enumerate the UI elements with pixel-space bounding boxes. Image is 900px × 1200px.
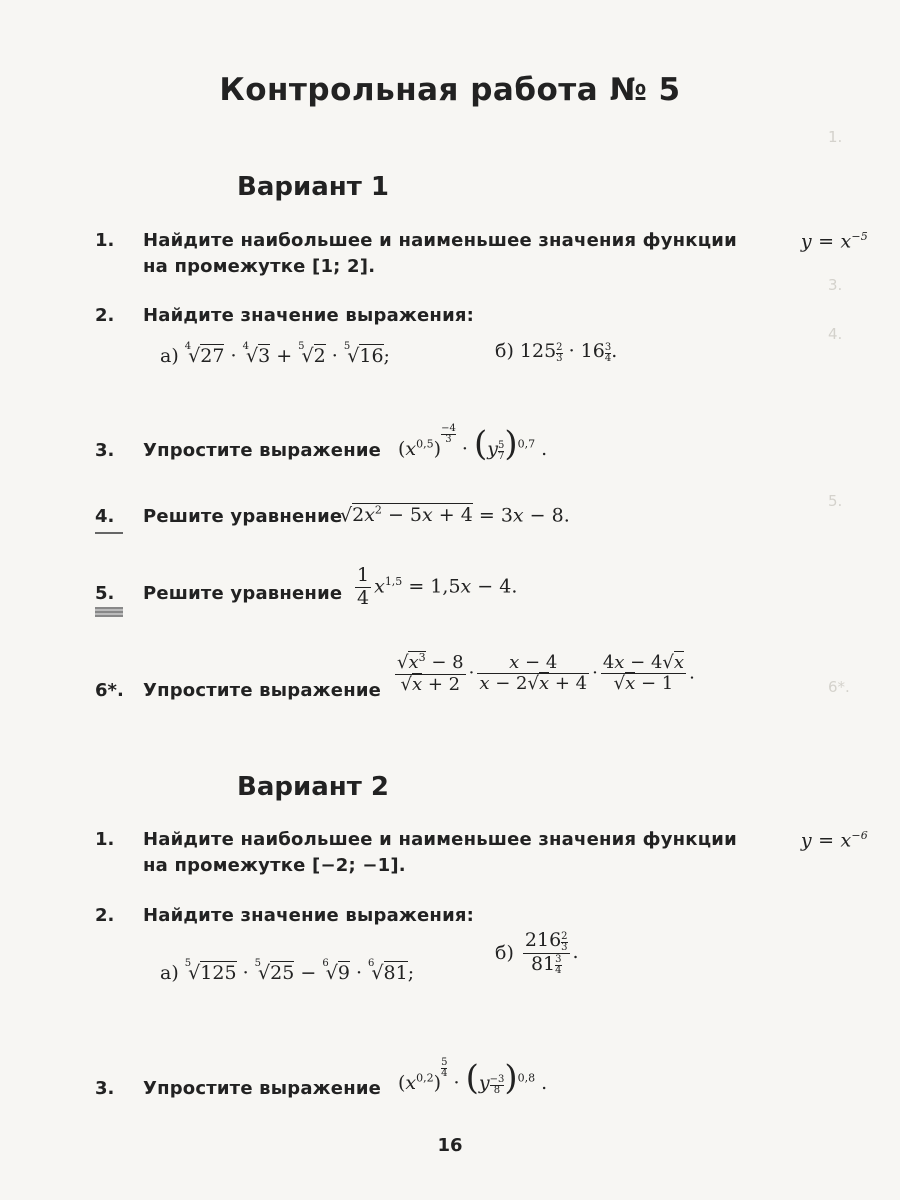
page-number: 16 bbox=[437, 1135, 463, 1156]
task-number: 5. bbox=[95, 583, 115, 604]
task-number: 4. bbox=[95, 506, 115, 527]
expression-a: а) $^5$√125 · $^5$√25 − $^6$√9 · $^6$√81; bbox=[160, 958, 415, 984]
task-text-line2: на промежутке [−2; −1]. bbox=[143, 855, 406, 876]
task-prompt: Найдите наибольшее и наименьшее значения функции bbox=[143, 829, 737, 850]
task-prompt: Найдите значение выражения: bbox=[143, 905, 475, 926]
task-prompt: Найдите значение выражения: bbox=[143, 305, 475, 326]
task-prompt: Найдите наибольшее и наименьшее значения функции bbox=[143, 230, 737, 251]
expression: $(x^{0,2})$ $\frac{5}{4}$ · (y $\frac{-3}{8}$ )$^{0,8}$ . bbox=[398, 1057, 548, 1098]
bleed-through-number: 1. bbox=[828, 128, 843, 146]
expression-a: а) $^4$√27 · $^4$√3 + $^5$√2 · $^5$√16; bbox=[160, 341, 390, 367]
task-text bbox=[143, 829, 868, 851]
highlight-mark bbox=[95, 607, 123, 617]
task-prompt: Упростите выражение bbox=[143, 440, 382, 461]
equation: $√2x^2 - 5x + 4 = 3x - 8$. bbox=[340, 504, 570, 527]
variant-2-heading: Вариант 2 bbox=[237, 772, 389, 802]
page-title: Контрольная работа № 5 bbox=[219, 72, 681, 108]
option-label: а) bbox=[160, 345, 179, 367]
function-expression: $y = x^{-6}$ bbox=[800, 829, 868, 852]
option-label: б) bbox=[495, 942, 514, 965]
task-number: 1. bbox=[95, 829, 115, 850]
task-text-line2: на промежутке [1; 2]. bbox=[143, 256, 376, 277]
task-number: 1. bbox=[95, 230, 115, 251]
task-prompt: Упростите выражение bbox=[143, 1078, 382, 1099]
function-expression: $y = x^{-5}$ bbox=[800, 230, 868, 253]
bleed-through-number: 3. bbox=[828, 276, 843, 294]
expression-b: б) 125 $\frac{2}{3}$ · 16 $\frac{3}{4}$ . bbox=[495, 340, 618, 364]
task-number: 3. bbox=[95, 1078, 115, 1099]
task-number: 3. bbox=[95, 440, 115, 461]
underline-mark bbox=[95, 532, 123, 534]
task-prompt: Упростите выражение bbox=[143, 680, 382, 701]
task-number: 2. bbox=[95, 305, 115, 326]
expression: $\frac{√x^3 - 8}{√x + 2}$ · $\frac{x - 4}{x - 2√x + 4}$ · $\frac{4x - 4√x}{√x - 1}$ . bbox=[397, 651, 695, 695]
bleed-through-number: 5. bbox=[828, 492, 843, 510]
task-prompt: Решите уравнение bbox=[143, 506, 343, 527]
task-text bbox=[143, 230, 868, 252]
bleed-through-number: 6*. bbox=[828, 678, 850, 696]
expression: $(x^{0,5})$ $\frac{-4}{3}$ · (y $\frac{5}{7}$ )$^{0,7}$ . bbox=[398, 423, 548, 464]
expression-b: б) 216 $\frac{2}{3}$ 81 $\frac{3}{4}$ . bbox=[495, 929, 579, 977]
bleed-through-number: 4. bbox=[828, 325, 843, 343]
equation: $\frac{1}{4}$ $x^{1,5} = 1,5x - 4$. bbox=[357, 564, 518, 609]
task-prompt: Решите уравнение bbox=[143, 583, 343, 604]
variant-1-heading: Вариант 1 bbox=[237, 172, 389, 202]
task-number: 6*. bbox=[95, 680, 124, 701]
task-line bbox=[143, 440, 381, 461]
task-number: 2. bbox=[95, 905, 115, 926]
option-label: а) bbox=[160, 962, 179, 984]
option-label: б) bbox=[495, 340, 514, 362]
